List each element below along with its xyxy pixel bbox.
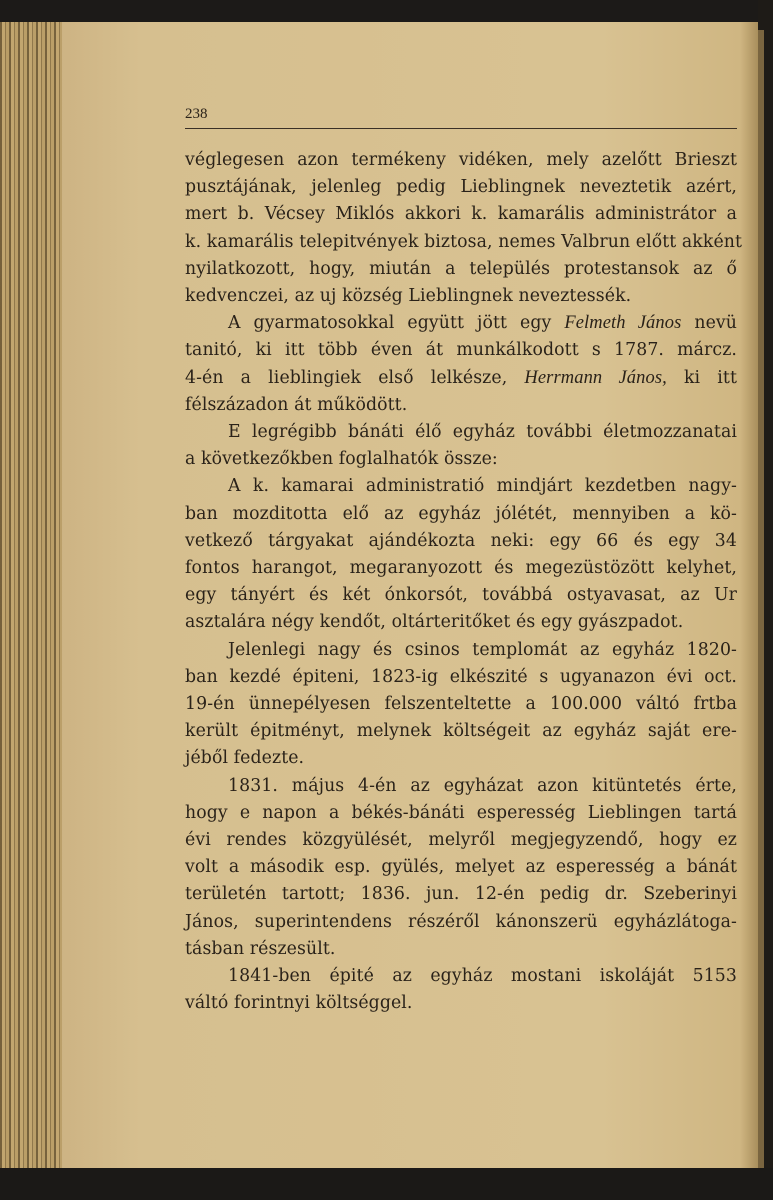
italic-name: Herrmann János,: [524, 367, 667, 388]
text-line: fontos harangot, megaranyozott és megezüstözött kelyhet,: [185, 558, 737, 578]
text-line: k. kamarális telepitvények biztosa, nemes Valbrun előtt akként: [185, 231, 743, 252]
header-rule: [185, 128, 737, 129]
text-line: területén tartott; 1836. jun. 12-én pedig dr. Szeberinyi: [185, 884, 737, 905]
text-line: A gyarmatosokkal együtt jött egy Felmeth János nevü: [228, 313, 737, 334]
text-line: ban mozditotta elő az egyház jólétét, mennyiben a kö-: [185, 503, 737, 524]
binding-edge: [758, 0, 773, 1200]
text-line: Jelenlegi nagy és csinos templomát az egyház 1820-: [228, 639, 737, 660]
text-line: véglegesen azon termékeny vidéken, mely azelőtt Brieszt: [185, 150, 737, 170]
text-line: tanitó, ki itt több éven át munkálkodott s 1787. márcz.: [185, 340, 737, 361]
text-line: egy tányért és két ónkorsót, továbbá ostyavasat, az Ur: [185, 585, 737, 606]
text-line: pusztájának, jelenleg pedig Lieblingnek neveztetik azért,: [185, 177, 737, 198]
text-line: volt a második esp. gyülés, melyet az esperesség a bánát: [185, 857, 737, 878]
text-line: vetkező tárgyakat ajándékozta neki: egy 66 és egy 34: [185, 530, 737, 551]
text-line: 1831. május 4-én az egyházat azon kitüntetés érte,: [228, 775, 737, 796]
page-number: 238: [185, 106, 208, 122]
text-line: hogy e napon a békés-bánáti esperesség Lieblingen tartá: [185, 802, 737, 823]
text-line: mert b. Vécsey Miklós akkori k. kamarális administrátor a: [185, 204, 737, 225]
text-line: A k. kamarai administratió mindjárt kezdetben nagy-: [228, 476, 737, 497]
text-line: került épitményt, melynek költségeit az egyház saját ere-: [185, 721, 737, 742]
text-line: János, superintendens részéről kánonszerü egyházlátoga-: [185, 911, 737, 932]
text-line: 4-én a lieblingiek első lelkésze, Herrmann János, ki itt: [185, 367, 737, 388]
text-line: váltó forintnyi költséggel.: [185, 993, 413, 1014]
text-line: jéből fedezte.: [185, 748, 305, 769]
text-line: évi rendes közgyülését, melyről megjegyzendő, hogy ez: [185, 830, 737, 850]
text-line: 19-én ünnepélyesen felszenteltette a 100.000 váltó frtba: [185, 694, 737, 714]
text-line: félszázadon át működött.: [185, 394, 408, 415]
text-line: a következőkben foglalhatók össze:: [185, 449, 498, 470]
text-line: E legrégibb bánáti élő egyház további életmozzanatai: [228, 422, 737, 442]
text-line: nyilatkozott, hogy, miután a település protestansok az ő: [185, 258, 737, 279]
page-stack-edge: [0, 22, 62, 1172]
italic-name: Felmeth János: [564, 313, 682, 334]
text-line: tásban részesült.: [185, 938, 336, 959]
text-line: asztalára négy kendőt, oltárteritőket és egy gyászpadot.: [185, 612, 684, 633]
text-line: kedvenczei, az uj község Lieblingnek neveztessék.: [185, 286, 632, 306]
scan-border: [0, 1168, 773, 1200]
text-line: ban kezdé épiteni, 1823-ig elkészité s ugyanazon évi oct.: [185, 666, 737, 687]
text-line: 1841-ben épité az egyház mostani iskoláját 5153: [228, 966, 737, 986]
